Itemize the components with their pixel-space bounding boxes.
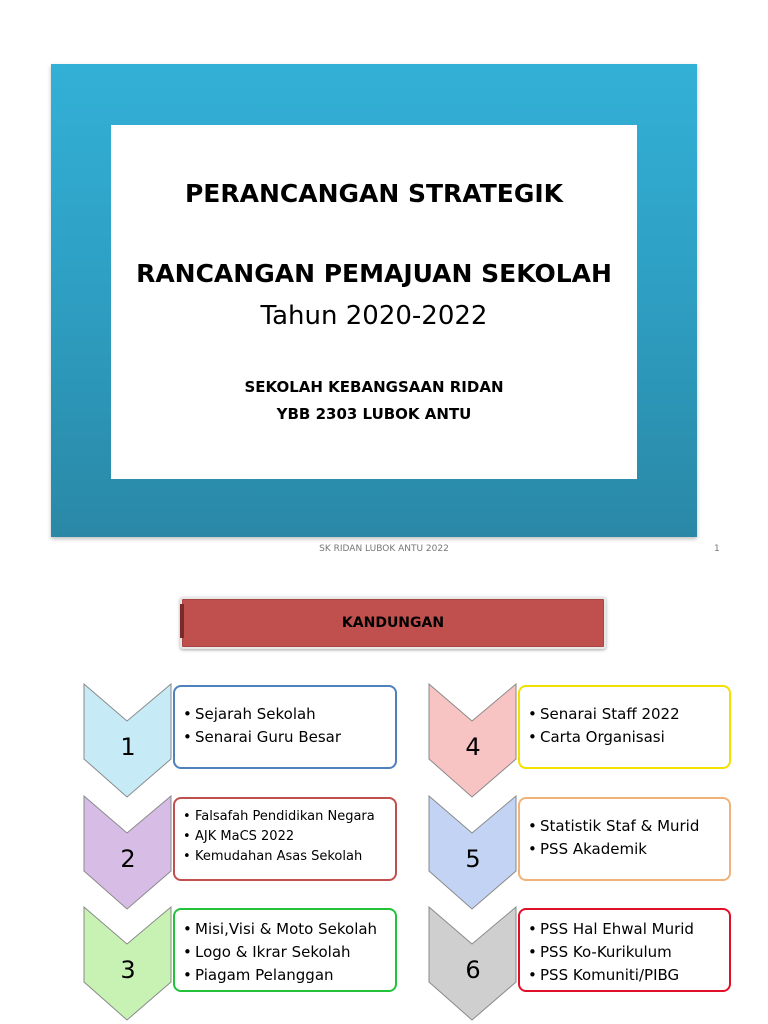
contents-heading: KANDUNGAN — [180, 597, 606, 649]
title-panel — [111, 125, 637, 479]
section-1-box — [173, 685, 397, 769]
list-item: • Carta Organisasi — [528, 726, 729, 749]
section-3-box — [173, 908, 397, 992]
list-item: • Misi,Visi & Moto Sekolah — [183, 918, 395, 941]
section-5-list — [520, 799, 729, 861]
title-line-1: PERANCANGAN STRATEGIK — [184, 179, 564, 208]
section-4-number: 4 — [465, 733, 481, 761]
list-item: • Senarai Staff 2022 — [528, 703, 729, 726]
section-4-list — [520, 687, 729, 749]
section-6-box — [518, 908, 731, 992]
section-5-number: 5 — [465, 845, 481, 873]
section-3-list — [175, 910, 395, 987]
list-item: • Senarai Guru Besar — [183, 726, 395, 749]
list-item: • Sejarah Sekolah — [183, 703, 395, 726]
list-item: • Logo & Ikrar Sekolah — [183, 941, 395, 964]
section-2-box — [173, 797, 397, 881]
page-number: 1 — [714, 544, 720, 554]
list-item: • PSS Komuniti/PIBG — [528, 964, 729, 987]
section-1-number: 1 — [120, 733, 136, 761]
school-code: YBB 2303 LUBOK ANTU — [276, 405, 472, 423]
list-item: • AJK MaCS 2022 — [183, 827, 395, 847]
school-name: SEKOLAH KEBANGSAAN RIDAN — [244, 378, 504, 396]
title-slide — [51, 64, 697, 537]
list-item: • Falsafah Pendidikan Negara — [183, 807, 395, 827]
section-6-number: 6 — [465, 956, 481, 984]
list-item: • Kemudahan Asas Sekolah — [183, 847, 395, 867]
heading-decoration — [180, 604, 184, 638]
section-6-list — [520, 910, 729, 987]
list-item: • PSS Ko-Kurikulum — [528, 941, 729, 964]
section-1-list — [175, 687, 395, 749]
section-2-list — [175, 799, 395, 867]
list-item: • Piagam Pelanggan — [183, 964, 395, 987]
list-item: • PSS Hal Ehwal Murid — [528, 918, 729, 941]
list-item: • Statistik Staf & Murid — [528, 815, 729, 838]
list-item: • PSS Akademik — [528, 838, 729, 861]
year-line: Tahun 2020-2022 — [260, 301, 488, 331]
section-3-number: 3 — [120, 956, 136, 984]
section-4-box — [518, 685, 731, 769]
section-2-number: 2 — [120, 845, 136, 873]
slide-footer: SK RIDAN LUBOK ANTU 2022 — [319, 544, 449, 554]
section-5-box — [518, 797, 731, 881]
title-line-2: RANCANGAN PEMAJUAN SEKOLAH — [136, 259, 612, 288]
